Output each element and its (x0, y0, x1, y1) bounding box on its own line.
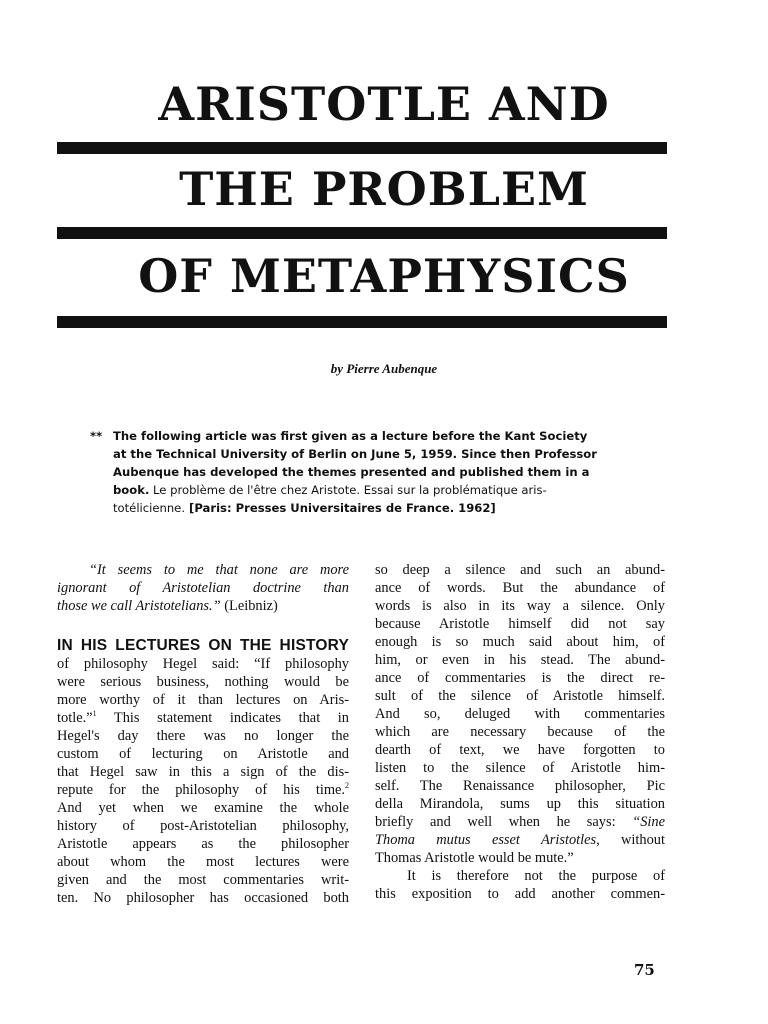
body-line: Hegel's day there was no longer the (57, 728, 349, 744)
body-line: enough is so much said about him, of (375, 634, 665, 650)
body-line: of philosophy Hegel said: “If philosophy (57, 656, 349, 672)
epigraph-line-3 (57, 598, 278, 616)
body-line: ten. No philosopher has occasioned both (57, 890, 349, 906)
body-line: briefly and well when he says: “Sine (375, 814, 665, 830)
body-line: that Hegel saw in this a sign of the dis- (57, 764, 349, 780)
note-stars: ** (90, 429, 103, 443)
note-line-4-bold: book. (113, 483, 150, 497)
epigraph-quote-end: those we call Aristotelians.” (57, 598, 221, 614)
note-line-1: The following article was first given as a lecture before the Kant Society (113, 429, 588, 443)
body-line: were serious business, nothing would be (57, 674, 349, 690)
body-line: self. The Renaissance philosopher, Pic (375, 778, 665, 794)
title-line-1: ARISTOTLE AND (158, 77, 610, 131)
body-line: because Aristotle himself did not say (375, 616, 665, 632)
body-line: totle.”$^1$ This statement indicates that in (57, 709, 349, 726)
body-line: which are necessary because of the (375, 724, 665, 740)
footnote-2: 2 (345, 781, 349, 791)
body-line: history of post-Aristotelian philosophy, (57, 818, 349, 834)
body-line: Aristotle appears as the philosopher (57, 836, 349, 852)
body-line: given and the most commentaries writ- (57, 872, 349, 888)
epigraph-line-2: ignorant of Aristotelian doctrine than (57, 580, 349, 596)
epigraph-line-1: “It seems to me that none are more (89, 562, 349, 578)
body-line: ance of commentaries is the direct re- (375, 670, 665, 686)
body-line: And so, deluged with commentaries (375, 706, 665, 722)
note-line-3: Aubenque has developed the themes presented and published them in a (113, 465, 590, 479)
body-line: It is therefore not the purpose of (407, 868, 665, 884)
body-line: custom of lecturing on Aristotle and (57, 746, 349, 762)
body-line: della Mirandola, sums up this situation (375, 796, 665, 812)
title-line-3: OF METAPHYSICS (138, 249, 630, 303)
note-line-4-regular: Le problème de l'être chez Aristote. Essai sur la problématique aris- (149, 483, 547, 497)
epigraph-attribution: (Leibniz) (220, 598, 278, 614)
body-line: him, or even in his stead. The abund- (375, 652, 665, 668)
page-number: 75 (634, 961, 655, 979)
title-rule-2 (57, 227, 667, 239)
body-line: dearth of text, we have forgotten to (375, 742, 665, 758)
note-line-5-regular: totélicienne. (113, 501, 186, 515)
body-line: words is also in its way a silence. Only (375, 598, 665, 614)
title-line-2: THE PROBLEM (179, 162, 589, 216)
note-line-5 (113, 500, 496, 518)
body-line: about whom the most lectures were (57, 854, 349, 870)
body-line: Thomas Aristotle would be mute.” (375, 850, 574, 866)
body-line: And yet when we examine the whole (57, 800, 349, 816)
body-line: so deep a silence and such an abund- (375, 562, 665, 578)
footnote-1: 1 (92, 709, 97, 719)
body-line: listen to the silence of Aristotle him- (375, 760, 665, 776)
byline: by Pierre Aubenque (330, 361, 438, 376)
note-line-2: at the Technical University of Berlin on June 5, 1959. Since then Professor (113, 447, 597, 461)
body-line: Thoma mutus esset Aristotles, without (375, 832, 666, 848)
body-line: repute for the philosophy of his time.$^2$ (57, 781, 349, 798)
body-line: sult of the silence of Aristotle himself. (375, 688, 665, 704)
note-line-5-bold: [Paris: Presses Universitaires de France. 1962] (185, 501, 496, 515)
latin-quote-start: “Sine (615, 814, 665, 830)
lead-in: IN HIS LECTURES ON THE HISTORY (57, 637, 349, 654)
latin-quote: Thoma mutus esset Aristotles, (375, 832, 600, 848)
note-line-4 (113, 482, 547, 500)
title-rule-3 (57, 316, 667, 328)
title-rule-1 (57, 142, 667, 154)
body-line: more worthy of it than lectures on Aris- (57, 692, 349, 708)
body-line: this exposition to add another commen- (375, 886, 665, 902)
body-line: ance of words. But the abundance of (375, 580, 665, 596)
